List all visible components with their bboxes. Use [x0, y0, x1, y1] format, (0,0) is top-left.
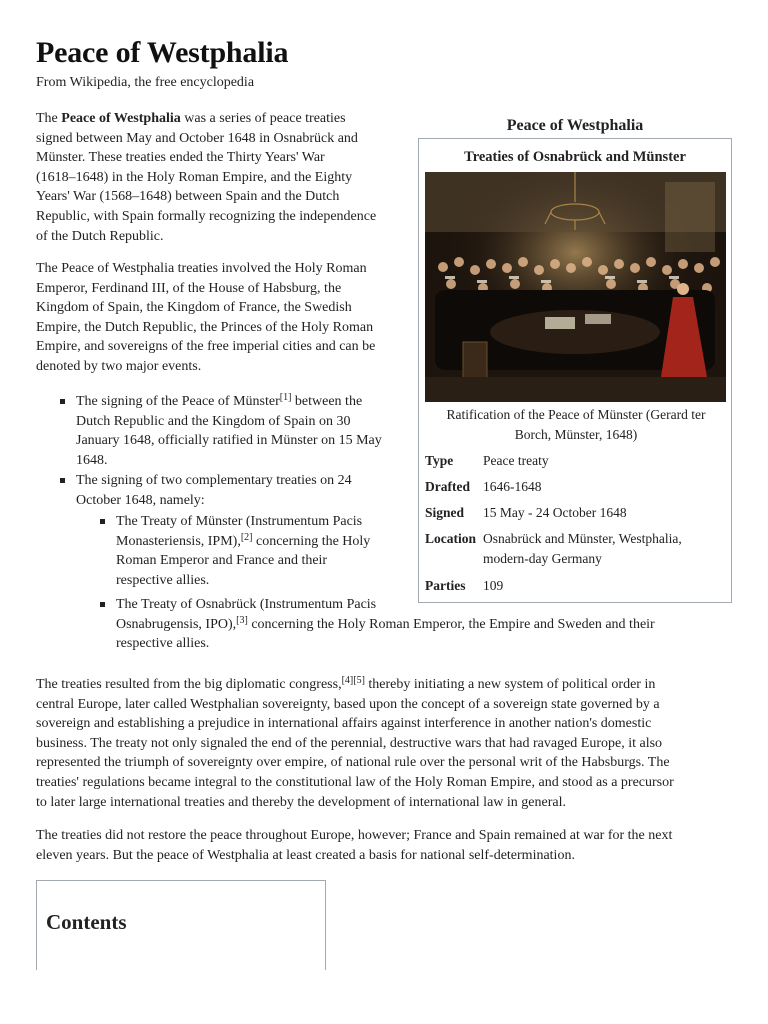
page-subtitle: From Wikipedia, the free encyclopedia: [36, 75, 255, 90]
ratification-painting[interactable]: [425, 172, 726, 402]
peace-paragraph: The treaties did not restore the peace throughout Europe, however; France and Spain remained at war for the next eleven years. But the peace of Westphalia at least created a basis for national self-determination.: [36, 828, 673, 863]
intro-bold-term: Peace of Westphalia: [61, 111, 181, 126]
involved-paragraph: The Peace of Westphalia treaties involved the Holy Roman Emperor, Ferdinand III, of the House of Habsburg, the Kingdom of Spain, the Kingdom of France, the Swedish Empire, the Dutch Republic, the Princes of the Holy Roman Empire, and sovereigns of the free imperial cities and can be denoted by two major events.: [36, 261, 376, 374]
infobox-title: Peace of Westphalia: [506, 117, 644, 134]
reference-link-2[interactable]: [2]: [240, 531, 253, 543]
painting-image: [425, 172, 726, 402]
reference-link-4-5[interactable]: [4][5]: [341, 675, 365, 686]
infobox-subtitle: Treaties of Osnabrück and Münster: [464, 149, 686, 165]
bullet-marker: [60, 478, 65, 483]
table-of-contents: [36, 880, 326, 970]
bullet-marker: [100, 602, 105, 607]
list-item: The signing of two complementary treaties on 24 October 1648, namely:: [76, 471, 416, 510]
location-value-line-2[interactable]: modern-day Germany: [483, 551, 602, 566]
reference-link-1[interactable]: [1]: [279, 392, 292, 403]
sub-list-item: The Treaty of Osnabrück (Instrumentum Pacis Osnabrugensis, IPO),[3] concerning the Holy Roman Emperor, the Empire and Sweden and their respective allies.: [116, 595, 736, 654]
list-item: The signing of the Peace of Münster[1] between the Dutch Republic and the Kingdom of Spain on 30 January 1648, officially ratified in Münster on 15 May 1648.: [76, 392, 416, 470]
page-title: Peace of Westphalia: [36, 36, 289, 69]
sub-list-item: The Treaty of Münster (Instrumentum Pacis Monasteriensis, IPM),[2] concerning the Holy Roman Emperor and France and their respective allies.: [116, 512, 416, 590]
intro-paragraph: The Peace of Westphalia was a series of peace treaties signed between May and October 1648 in Osnabrück and Münster. These treaties ended the Thirty Years' War (1618–1648) in the Holy Roman Empire, and the Eighty Years' War (1568–1648) between Spain and the Dutch Republic, with Spain formally recognizing the independence of the Dutch Republic.: [36, 111, 377, 244]
bullet-marker: [100, 519, 105, 524]
infobox: Treaties of Osnabrück and Münster Ratification of the Peace of Münster (Gerard ter Borch, Münster, 1648) Type Peace treaty Drafted 1646-1648 Signed 15 May - 24 October 1648 Location Osnabrück and Münster, Westphalia, modern-day Germany Parties 109: [418, 138, 732, 603]
reference-link-3[interactable]: [3]: [236, 614, 248, 626]
contents-title: Contents: [46, 910, 127, 934]
location-value-line-1[interactable]: Osnabrück and Münster, Westphalia,: [483, 531, 682, 546]
painting-caption: Ratification of the Peace of Münster (Gerard ter Borch, Münster, 1648): [446, 407, 706, 442]
bullet-marker: [60, 399, 65, 404]
congress-paragraph: The treaties resulted from the big diplomatic congress,[4][5] thereby initiating a new system of political order in central Europe, later called Westphalian sovereignty, based upon the concept of a sovereign state governed by a sovereign and establishing a prejudice in international affairs against interference in another nation's domestic business. The treaty not only signaled the end of the perennial, destructive wars that had ravaged Europe, it also represented the triumph of sovereignty over empire, of national rule over the personal writ of the Habsburgs. The treaties' regulations became integral to the constitutional law of the Holy Roman Empire, and stood as a precursor to later large international treaties and thereby the development of international law in general.: [36, 675, 674, 810]
